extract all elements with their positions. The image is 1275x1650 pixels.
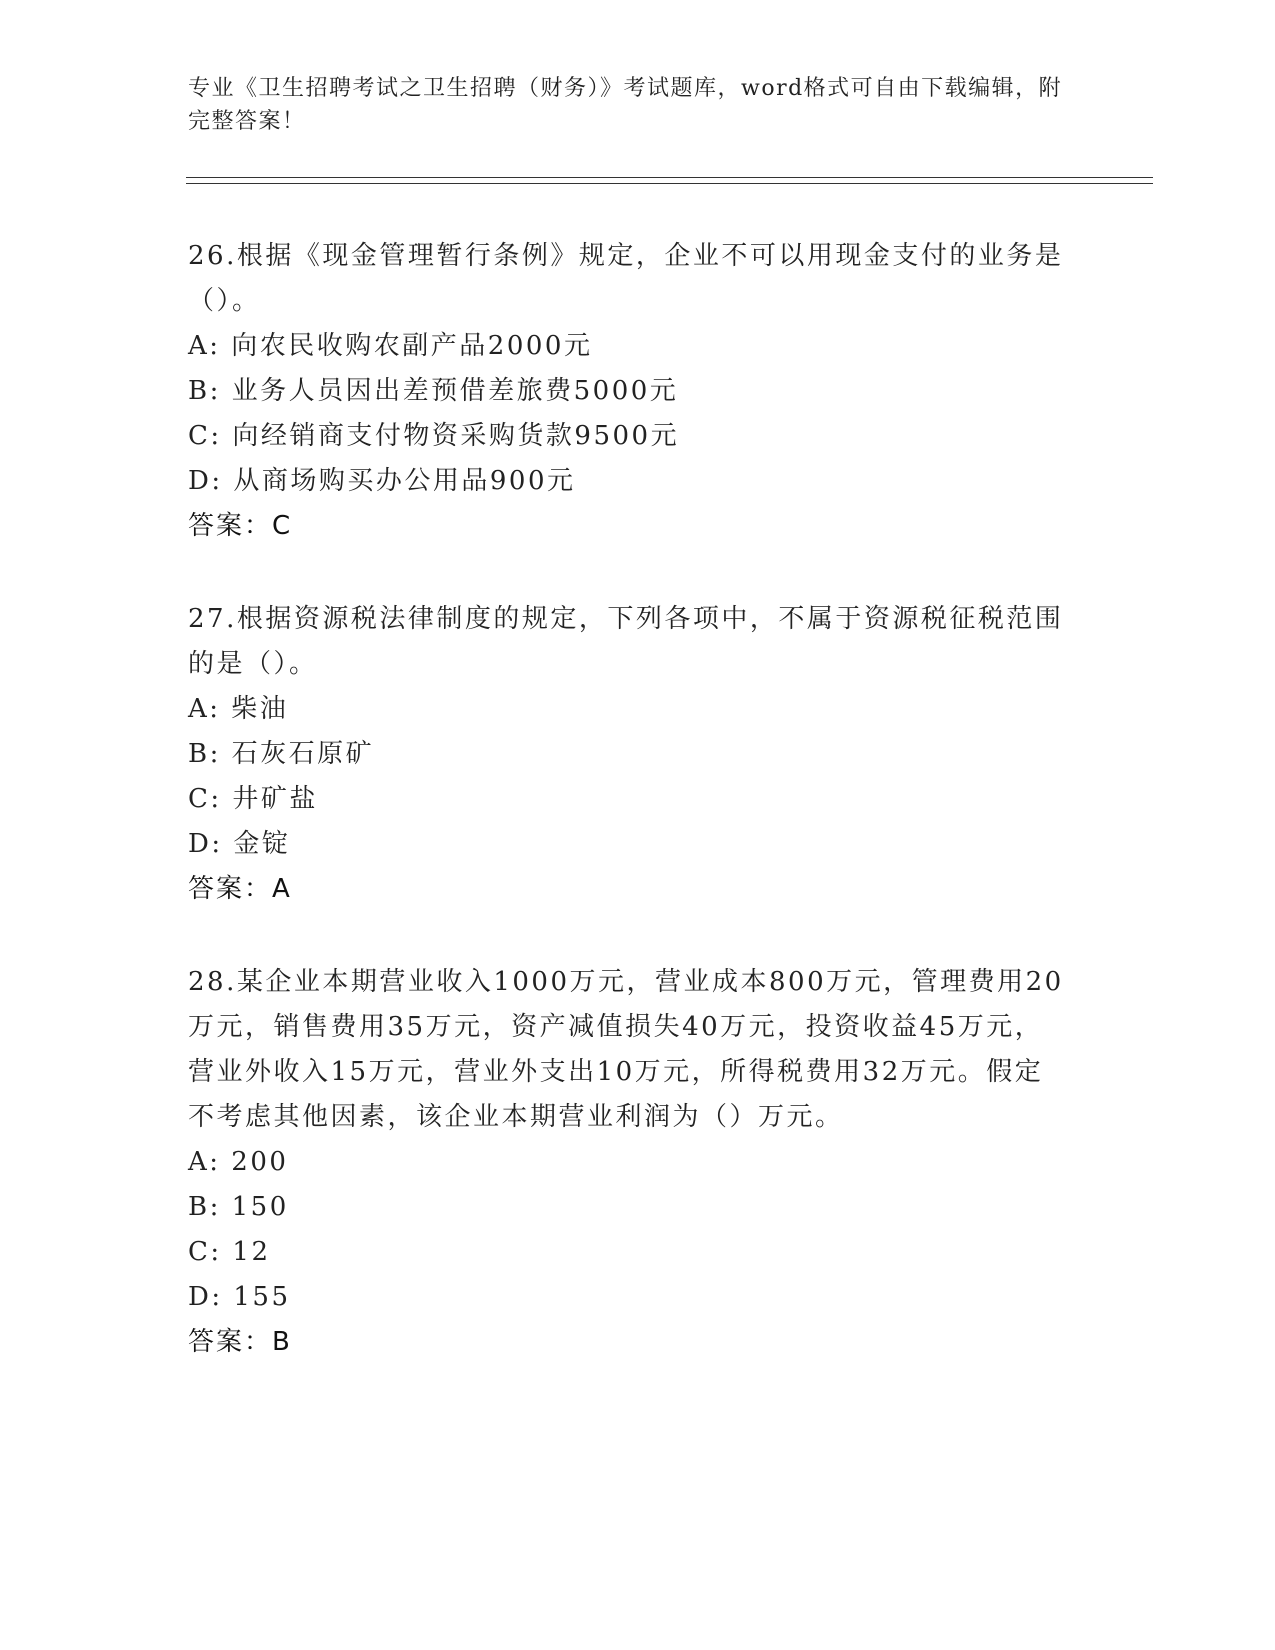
question-stem: 26.根据《现金管理暂行条例》规定，企业不可以用现金支付的业务是（）。 <box>188 241 1064 316</box>
option-d: D: 从商场购买办公用品900元 <box>188 466 576 496</box>
document-header: 专业《卫生招聘考试之卫生招聘（财务）》考试题库，word格式可自由下载编辑，附完整答案！ <box>188 76 1063 134</box>
answer-line: 答案：B <box>188 1327 292 1357</box>
question-stem: 28.某企业本期营业收入1000万元，营业成本800万元，管理费用20万元，销售费用35万元，资产减值损失40万元，投资收益45万元，营业外收入15万元，营业外支出10万元，所得税费用32万元。假定不考虑其他因素，该企业本期营业利润为（）万元。 <box>188 967 1064 1132</box>
option-a: A: 柴油 <box>188 694 289 724</box>
question-28 <box>188 960 1068 1365</box>
option-d: D: 155 <box>188 1282 291 1312</box>
answer-line: 答案：C <box>188 511 293 541</box>
answer-line: 答案：A <box>188 874 292 904</box>
question-stem: 27.根据资源税法律制度的规定，下列各项中，不属于资源税征税范围的是（）。 <box>188 604 1064 679</box>
option-d: D: 金锭 <box>188 829 291 859</box>
option-c: C: 井矿盐 <box>188 784 318 814</box>
question-27 <box>188 597 1068 912</box>
option-a: A: 200 <box>188 1147 289 1177</box>
header-divider <box>186 177 1153 184</box>
option-b: B: 业务人员因出差预借差旅费5000元 <box>188 376 679 406</box>
option-a: A: 向农民收购农副产品2000元 <box>188 331 593 361</box>
question-26 <box>188 234 1068 549</box>
option-c: C: 向经销商支付物资采购货款9500元 <box>188 421 680 451</box>
option-c: C: 12 <box>188 1237 271 1267</box>
option-b: B: 150 <box>188 1192 289 1222</box>
option-b: B: 石灰石原矿 <box>188 739 375 769</box>
